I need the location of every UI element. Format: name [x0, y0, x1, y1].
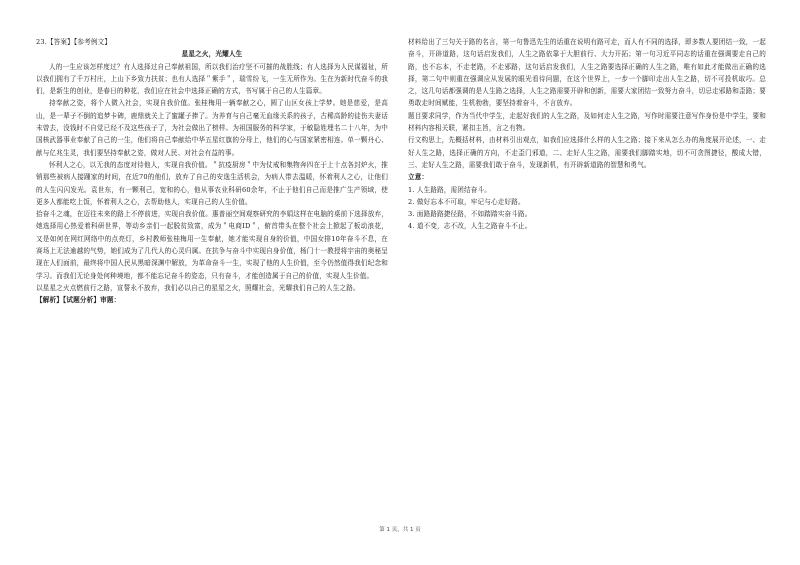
- analysis-heading: 【解析】【试题分析】审题：: [36, 296, 121, 305]
- left-column: [36, 36, 388, 307]
- idea-item: 1. 人生路路，需团结奋斗。: [408, 185, 492, 194]
- essay-paragraph: 怀利人之心，以无我的态度对待他人，实现自我价值。＂抗疫厨房＂中为仗戒和集物奔四在于上十点各封炉火，推销那些被病人接踵家的时间，在近70的他们，放弃了自己的安逸生活机会，为病人带去温暖，怀着利人之心，让他们的人生闪闪发光。袁世东，有一颗利己，宽和的心，他从事农业科研60余年，不止于他们自己而是推广生产领域，使更多人都能吃上饭，怀着利人之心，去帮助他人，实现自己的人生价值。: [36, 160, 388, 206]
- analysis-paragraph: 行文构思上，先概括材料，由材料引出观点，如我们应选择什么样的人生之路；接下来从怎么办的角度展开论述，一、走好人生之路，选择正确的方向，不走歪门邪道，二、走好人生之路，需要我们脚踏实地，切不可贪图捷径，酸成大错，三、走好人生之路，需要我们敢于奋斗，发现新机，有开辟新道路的智慧和勇气。: [408, 136, 766, 169]
- essay-paragraph: 拾奋斗之魂，在迈往未来的路上不停前进，实现自我价值。惠普丽空间观察研究的李娟这样在电脑的桌前下选择放弃，她选择用心热爱着科研世界，等动乡亲们一起脱贫致富，成为＂电商ID＂，俯首带头在整个社会上掀起了板动浪花，又是如何在网红网络中的点亮灯，乡村教师张桂梅用一生奉献，她才能实现自身的价值，中国女排10年奋斗不息，在赛场上无法逾越的气势，她们成为了几代人的心灵归属。在抗争与奋斗中实现自身价值，杨门十一教授将宇宙的奥秘呈现在人们面前，最终将中国人民从黑暗深渊中解放，为革命奋斗一生，实现了他的人生价值，至今仍然值得我们纪念和学习。而我们无论身处何种境地，都不能忘记奋斗的姿态，只有奋斗，才能创造属于自己的价值，实现人生价值。: [36, 210, 388, 280]
- analysis-paragraph: 材料给出了三句关于路的名言，第一句鲁迅先生的话重在说明有路可走，而人有不同的选择，即多数人要团结一致，一起奋斗，开辟道路，这句话启发我们，人生之路依靠于大胆前行、大力开拓；第一句习近平同志的话重在强调要走自己的路，也不忘本，不走老路，不走邪路，这句话启发我们，人生之路要选择正确的人生之路，唯有如此才能做出正确的选择，第二句中则重在强调应从发展的眼光看待问题，在这个世界上，一步一个脚印走出人生之路，切不可投机取巧。总之，这几句话都强调的是人生路之选择，人生之路需要开辟和创新，需要大家团结一致努力奋斗，切忌走邪路和歪路；要勇敢走时间赋能，生机勃勃，要坚持着奋斗，不言放弃。: [408, 38, 766, 108]
- idea-item: 4. 道不变，志不改，人生之路奋斗不止。: [408, 222, 532, 231]
- essay-paragraph: 持奉献之姿，将个人微入社会，实现自我价值。张桂梅用一辆奉献之心，圆了山区女孩上学梦。她是慈爱，是高山，是一辈子不倒的追梦卡碑，鹿鼎就关上了蜜罐子捧了。为养育与自己毫无血缘关系的孩子，古稀高龄的徒伤夫妻话未曾去，没钱时不自觉已经不及这些孩子了，为社会做出了榜样。为祖国服务的科学家，于敏隐姓埋名二十八年，为中国核武器事业奉献了自己的一生，他们将自己奉献给中华五星红旗的分母上，他们的心与国家紧密相连。单一颗丹心、献与亿兆生灵，我们要坚持奉献之姿，做对人民、对社会有益的事。: [36, 99, 388, 157]
- essay-paragraph: 人的一生应该怎样度过？有人选择过自己奉献祖国，所以我们治疗坚不可摧的战胜线；有人选择为人民谋福祉，所以我们拥有了千万村庄，上山下乡致力扶贫；也有人选择＂紫手＂，瑞雪纷飞，一生无所作为。生在为新时代奋斗的我们，是新生的创业，是春日的种花，我们应在社会中选择正确的方式，书写属于自己的人生篇章。: [36, 62, 388, 96]
- analysis-paragraph: 题目要求同学，作为当代中学生，走起好我们的人生之路，及如何走人生之路，写作时需要注意写作身份是中学生，要和材料内容相关联，紧扣主旨，言之有物。: [408, 111, 766, 133]
- answer-line: 23.【答案】【参考例文】: [36, 38, 112, 46]
- ideas-label: 立意：: [408, 173, 429, 182]
- idea-item: 3. 面路路路捷径路，不如踏踏实奋斗路。: [408, 210, 532, 219]
- idea-item: 2. 做好忘本不可取，牢记与心走好路。: [408, 197, 525, 206]
- page-number: 第 1 页，共 1 页: [379, 527, 421, 533]
- essay-closing: 以星星之火点燃前行之路，宣誓永不放弃，我们必以自己的星星之火，照耀社会，光耀我们自己的人生之路。: [36, 283, 360, 292]
- right-column: [408, 36, 766, 233]
- essay-title: 星星之火，光耀人生: [181, 50, 243, 59]
